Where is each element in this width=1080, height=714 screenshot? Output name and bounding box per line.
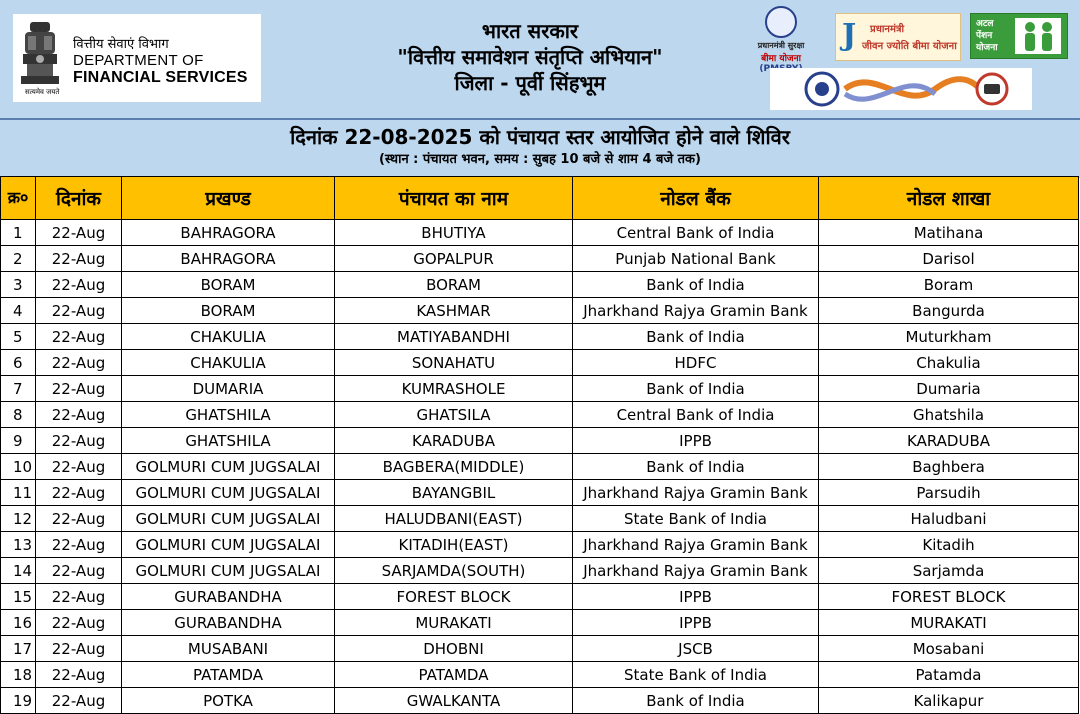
cell-branch: Mosabani: [819, 636, 1079, 662]
table-row: [1, 324, 1079, 350]
cell-branch: Darisol: [819, 246, 1079, 272]
pmjjby-label-2: जीवन ज्योति बीमा योजना: [862, 41, 957, 52]
cell-bank: Central Bank of India: [573, 402, 819, 428]
cell-date: 22-Aug: [36, 454, 122, 480]
cell-serial: 7: [1, 376, 36, 402]
cell-serial: 12: [1, 506, 36, 532]
pmsby-label-3: (PMSBY): [759, 64, 803, 74]
cell-date: 22-Aug: [36, 584, 122, 610]
cell-block: GHATSHILA: [122, 402, 335, 428]
cell-panchayat: SONAHATU: [335, 350, 573, 376]
table-row: [1, 220, 1079, 246]
cell-bank: Bank of India: [573, 454, 819, 480]
cell-date: 22-Aug: [36, 272, 122, 298]
pmjjby-logo-icon: J: [842, 18, 857, 53]
cell-date: 22-Aug: [36, 428, 122, 454]
cell-panchayat: HALUDBANI(EAST): [335, 506, 573, 532]
pmsby-logo: [738, 6, 824, 74]
title-line-govt: भारत सरकार: [481, 19, 579, 43]
cell-serial: 14: [1, 558, 36, 584]
cell-date: 22-Aug: [36, 246, 122, 272]
cell-branch: Boram: [819, 272, 1079, 298]
cell-serial: 1: [1, 220, 36, 246]
cell-block: BAHRAGORA: [122, 246, 335, 272]
pmsby-logo-icon: [765, 6, 797, 38]
dfs-hindi-name: वित्तीय सेवाएं विभाग: [73, 37, 169, 52]
cell-panchayat: BAYANGBIL: [335, 480, 573, 506]
apy-logo-icon: [1015, 18, 1061, 54]
table-row: [1, 454, 1079, 480]
cell-serial: 4: [1, 298, 36, 324]
cell-bank: Jharkhand Rajya Gramin Bank: [573, 298, 819, 324]
cell-block: GOLMURI CUM JUGSALAI: [122, 454, 335, 480]
cell-block: DUMARIA: [122, 376, 335, 402]
cell-branch: Bangurda: [819, 298, 1079, 324]
cell-block: GURABANDHA: [122, 584, 335, 610]
cell-serial: 18: [1, 662, 36, 688]
col-header-block: प्रखण्ड: [122, 177, 335, 220]
table-row: [1, 506, 1079, 532]
cell-serial: 13: [1, 532, 36, 558]
cell-block: GOLMURI CUM JUGSALAI: [122, 532, 335, 558]
title-line-district: जिला - पूर्वी सिंहभूम: [454, 71, 606, 95]
cell-bank: Bank of India: [573, 376, 819, 402]
table-row: [1, 350, 1079, 376]
cell-branch: Baghbera: [819, 454, 1079, 480]
cell-serial: 17: [1, 636, 36, 662]
cell-panchayat: KUMRASHOLE: [335, 376, 573, 402]
cell-branch: Haludbani: [819, 506, 1079, 532]
cell-branch: Parsudih: [819, 480, 1079, 506]
dfs-logo: [13, 14, 261, 102]
table-header-row: [1, 177, 1079, 220]
cell-panchayat: BORAM: [335, 272, 573, 298]
cell-panchayat: GOPALPUR: [335, 246, 573, 272]
cell-panchayat: PATAMDA: [335, 662, 573, 688]
cell-date: 22-Aug: [36, 324, 122, 350]
cell-block: CHAKULIA: [122, 324, 335, 350]
cell-branch: KARADUBA: [819, 428, 1079, 454]
cell-branch: Matihana: [819, 220, 1079, 246]
cell-panchayat: BHUTIYA: [335, 220, 573, 246]
table-row: [1, 584, 1079, 610]
cell-block: GURABANDHA: [122, 610, 335, 636]
table-row: [1, 428, 1079, 454]
pmsby-label-1: प्रधानमंत्री सुरक्षा: [757, 41, 805, 50]
cell-date: 22-Aug: [36, 558, 122, 584]
table-row: [1, 688, 1079, 714]
cell-bank: IPPB: [573, 428, 819, 454]
cell-panchayat: SARJAMDA(SOUTH): [335, 558, 573, 584]
cell-bank: Bank of India: [573, 688, 819, 714]
emblem-motto: सत्यमेव जयते: [25, 88, 60, 96]
dfs-name-line2: FINANCIAL SERVICES: [73, 69, 248, 86]
table-row: [1, 246, 1079, 272]
cell-bank: HDFC: [573, 350, 819, 376]
cell-block: BAHRAGORA: [122, 220, 335, 246]
table-row: [1, 558, 1079, 584]
header-banner: [0, 0, 1080, 118]
cell-block: GHATSHILA: [122, 428, 335, 454]
cell-date: 22-Aug: [36, 298, 122, 324]
cell-serial: 19: [1, 688, 36, 714]
cell-serial: 2: [1, 246, 36, 272]
cell-bank: Bank of India: [573, 272, 819, 298]
cell-serial: 15: [1, 584, 36, 610]
cell-date: 22-Aug: [36, 610, 122, 636]
cell-serial: 10: [1, 454, 36, 480]
national-emblem-icon: [17, 18, 63, 98]
pmsby-label-2: बीमा योजना: [761, 54, 801, 64]
cell-panchayat: KASHMAR: [335, 298, 573, 324]
title-line-campaign: "वित्तीय समावेशन संतृप्ति अभियान": [397, 45, 663, 69]
cell-branch: MURAKATI: [819, 610, 1079, 636]
table-row: [1, 298, 1079, 324]
cell-date: 22-Aug: [36, 480, 122, 506]
cell-panchayat: KITADIH(EAST): [335, 532, 573, 558]
cell-serial: 5: [1, 324, 36, 350]
col-header-nodal-branch: नोडल शाखा: [819, 177, 1079, 220]
camp-date-heading: दिनांक 22-08-2025 को पंचायत स्तर आयोजित होने वाले शिविर: [290, 125, 790, 149]
cell-date: 22-Aug: [36, 662, 122, 688]
cell-serial: 3: [1, 272, 36, 298]
cell-bank: Jharkhand Rajya Gramin Bank: [573, 558, 819, 584]
table-row: [1, 376, 1079, 402]
table-row: [1, 402, 1079, 428]
cell-panchayat: MATIYABANDHI: [335, 324, 573, 350]
cell-panchayat: BAGBERA(MIDDLE): [335, 454, 573, 480]
cell-block: CHAKULIA: [122, 350, 335, 376]
cell-bank: Central Bank of India: [573, 220, 819, 246]
cell-branch: Chakulia: [819, 350, 1079, 376]
cell-block: GOLMURI CUM JUGSALAI: [122, 480, 335, 506]
cell-serial: 8: [1, 402, 36, 428]
cell-bank: Bank of India: [573, 324, 819, 350]
cell-bank: State Bank of India: [573, 662, 819, 688]
cell-panchayat: KARADUBA: [335, 428, 573, 454]
cell-date: 22-Aug: [36, 506, 122, 532]
cell-date: 22-Aug: [36, 636, 122, 662]
col-header-date: दिनांक: [36, 177, 122, 220]
cell-branch: Kalikapur: [819, 688, 1079, 714]
subtitle-band: [0, 118, 1080, 178]
pmjjby-logo: [835, 13, 961, 61]
scheme-banner-icon: [770, 68, 1032, 110]
table-row: [1, 662, 1079, 688]
cell-block: GOLMURI CUM JUGSALAI: [122, 506, 335, 532]
cell-branch: Ghatshila: [819, 402, 1079, 428]
cell-block: GOLMURI CUM JUGSALAI: [122, 558, 335, 584]
cell-panchayat: DHOBNI: [335, 636, 573, 662]
cell-bank: IPPB: [573, 610, 819, 636]
cell-block: BORAM: [122, 272, 335, 298]
cell-panchayat: MURAKATI: [335, 610, 573, 636]
cell-bank: Jharkhand Rajya Gramin Bank: [573, 532, 819, 558]
apy-label: अटल पेंशन योजना: [976, 19, 998, 53]
col-header-nodal-bank: नोडल बैंक: [573, 177, 819, 220]
cell-serial: 16: [1, 610, 36, 636]
table-row: [1, 272, 1079, 298]
cell-date: 22-Aug: [36, 220, 122, 246]
page-title: [330, 18, 730, 96]
col-header-panchayat: पंचायत का नाम: [335, 177, 573, 220]
cell-date: 22-Aug: [36, 402, 122, 428]
cell-block: POTKA: [122, 688, 335, 714]
cell-serial: 6: [1, 350, 36, 376]
cell-date: 22-Aug: [36, 532, 122, 558]
cell-block: BORAM: [122, 298, 335, 324]
table-row: [1, 610, 1079, 636]
cell-block: MUSABANI: [122, 636, 335, 662]
cell-date: 22-Aug: [36, 688, 122, 714]
cell-branch: Sarjamda: [819, 558, 1079, 584]
cell-panchayat: FOREST BLOCK: [335, 584, 573, 610]
cell-date: 22-Aug: [36, 350, 122, 376]
camp-venue-time: (स्थान : पंचायत भवन, समय : सुबह 10 बजे से शाम 4 बजे तक): [379, 152, 701, 167]
table-row: [1, 480, 1079, 506]
pmjjby-label-1: प्रधानमंत्री: [870, 24, 905, 35]
cell-serial: 9: [1, 428, 36, 454]
table-row: [1, 636, 1079, 662]
table-row: [1, 532, 1079, 558]
cell-branch: FOREST BLOCK: [819, 584, 1079, 610]
cell-panchayat: GHATSILA: [335, 402, 573, 428]
cell-branch: Muturkham: [819, 324, 1079, 350]
cell-block: PATAMDA: [122, 662, 335, 688]
cell-bank: IPPB: [573, 584, 819, 610]
cell-bank: Jharkhand Rajya Gramin Bank: [573, 480, 819, 506]
cell-bank: JSCB: [573, 636, 819, 662]
cell-panchayat: GWALKANTA: [335, 688, 573, 714]
cell-bank: State Bank of India: [573, 506, 819, 532]
cell-bank: Punjab National Bank: [573, 246, 819, 272]
cell-branch: Patamda: [819, 662, 1079, 688]
cell-branch: Dumaria: [819, 376, 1079, 402]
cell-date: 22-Aug: [36, 376, 122, 402]
camp-schedule-table: [0, 176, 1079, 714]
apy-logo: [970, 13, 1068, 59]
cell-serial: 11: [1, 480, 36, 506]
col-header-serial: क्र०: [1, 177, 36, 220]
dfs-name-line1: DEPARTMENT OF: [73, 52, 204, 69]
cell-branch: Kitadih: [819, 532, 1079, 558]
